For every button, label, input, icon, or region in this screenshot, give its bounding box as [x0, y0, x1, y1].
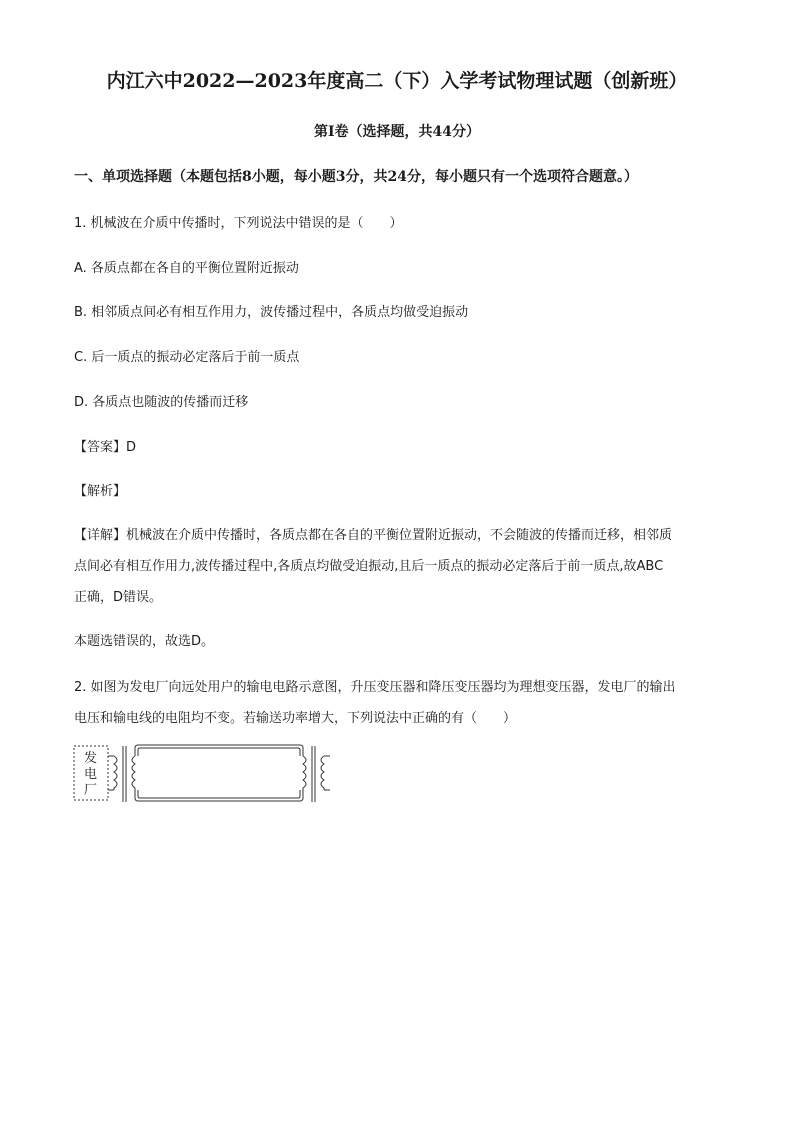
q2-stem-line-1: 2. 如图为发电厂向远处用户的输电电路示意图，升压变压器和降压变压器均为理想变压器，发电厂的输出	[74, 680, 676, 695]
q2-stem-line-2: 电压和输电线的电阻均不变。若输送功率增大，下列说法中正确的有（ ）	[74, 711, 517, 726]
part-subtitle: 第I卷（选择题，共44分）	[313, 124, 481, 140]
exam-title: 内江六中2022—2023年度高二（下）入学考试物理试题（创新班）	[106, 70, 688, 92]
step-down-secondary-coil	[321, 756, 324, 790]
q1-option-b: B. 相邻质点间必有相互作用力，波传播过程中，各质点均做受迫振动	[74, 305, 469, 320]
section-heading: 一、单项选择题（本题包括8小题，每小题3分，共24分，每小题只有一个选项符合题意。）	[74, 169, 638, 185]
q1-answer: 【答案】D	[74, 440, 137, 455]
q1-detail-line-2: 点间必有相互作用力,波传播过程中,各质点均做受迫振动,且后一质点的振动必定落后于前一质点,故ABC	[74, 559, 664, 574]
step-up-secondary-coil	[132, 756, 135, 790]
transmission-line-top-inner	[138, 748, 300, 756]
q1-option-a: A. 各质点都在各自的平衡位置附近振动	[74, 261, 299, 276]
transmission-line-bottom-outer	[135, 790, 303, 801]
q1-analysis-label: 【解析】	[74, 484, 127, 499]
power-plant-char-1: 发	[84, 751, 98, 766]
q1-stem: 1. 机械波在介质中传播时，下列说法中错误的是（ ）	[74, 216, 403, 231]
transmission-line-bottom-inner	[138, 790, 300, 798]
q1-detail-line-3: 正确，D错误。	[74, 590, 163, 605]
power-plant-char-3: 厂	[84, 783, 98, 798]
q1-conclusion: 本题选错误的，故选D。	[74, 634, 215, 649]
step-down-primary-coil	[303, 756, 306, 790]
q1-option-d: D. 各质点也随波的传播而迁移	[74, 395, 249, 410]
transmission-line-top-outer	[135, 745, 303, 756]
q1-option-c: C. 后一质点的振动必定落后于前一质点	[74, 350, 300, 365]
transmission-circuit-diagram	[72, 742, 352, 830]
step-up-primary-coil	[114, 756, 117, 790]
q1-detail-line-1: 【详解】机械波在介质中传播时，各质点都在各自的平衡位置附近振动，不会随波的传播而迁移，相邻质	[74, 528, 673, 543]
power-plant-char-2: 电	[84, 767, 98, 782]
